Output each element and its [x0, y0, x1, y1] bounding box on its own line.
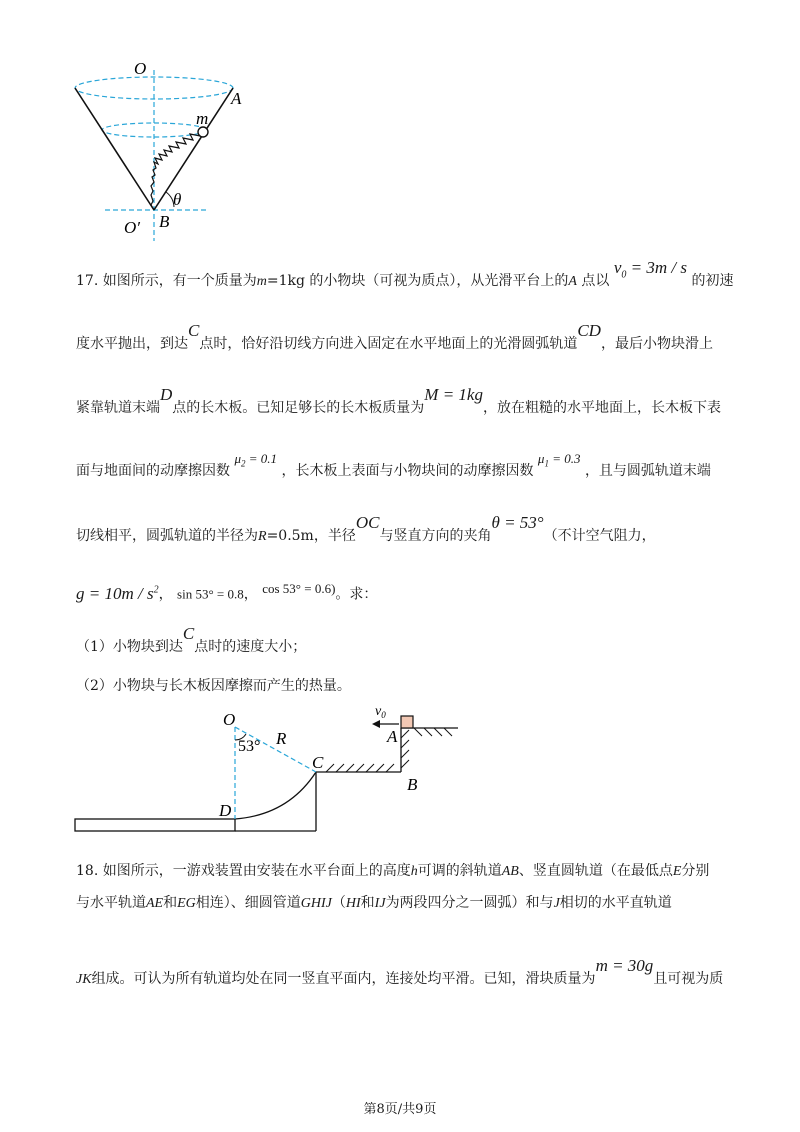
fig2-label-angle: 53°	[238, 738, 261, 755]
q17-line-1: 17. 如图所示，有一个质量为m=1kg 的小物块（可视为质点），从光滑平台上的A 点以 $v_0 = 3m / s$ 的初速	[76, 258, 734, 289]
fig2-label-D: D	[219, 801, 232, 820]
q17-line-6: $g = 10m / s^2$， sin 53° = 0.8， cos 53° = 0.6)。求：	[76, 580, 378, 603]
fig1-label-m: m	[196, 109, 209, 128]
figure-cone-spring	[60, 55, 242, 245]
q17-line-4: 面与地面间的动摩擦因数 $\mu_2 = 0.1$ ，长木板上表面与小物块间的动摩擦因数 $\mu_1 = 0.3$ ，且与圆弧轨道末端	[76, 451, 711, 479]
q17-line-5: 切线相平，圆弧轨道的半径为R=0.5m，半径OC与竖直方向的夹角θ = 53°（不计空气阻力，	[76, 513, 656, 544]
fig1-label-O: O	[134, 59, 147, 78]
v0-formula: $v_0 = 3m / s$	[613, 258, 687, 281]
mu1-formula: $\mu_1 = 0.3$	[537, 451, 581, 469]
fig2-label-v0: $v_0$	[375, 704, 386, 720]
fig1-label-A: A	[231, 89, 242, 108]
fig1-label-Oprime: O′	[124, 218, 140, 237]
fig2-label-C: C	[312, 753, 324, 772]
mu2-formula: $\mu_2 = 0.1$	[234, 451, 278, 469]
q17-part-1: （1）小物块到达C点时的速度大小；	[76, 624, 307, 655]
fig2-label-R: R	[276, 729, 287, 748]
q18-line-3: JK组成。可认为所有轨道均处在同一竖直平面内，连接处均平滑。已知，滑块质量为m = 30g且可视为质	[76, 956, 724, 987]
q17-line-2: 度水平抛出，到达C点时，恰好沿切线方向进入固定在水平地面上的光滑圆弧轨道CD，最后小物块滑上	[76, 321, 713, 352]
q18-line-2: 与水平轨道AE和EG相连）、细圆管道GHIJ（HI和IJ为两段四分之一圆弧）和与J相切的水平直轨道	[76, 895, 672, 911]
fig2-label-A: A	[387, 727, 398, 746]
g-formula: $g = 10m / s^2$	[76, 583, 159, 603]
fig1-label-theta: θ	[173, 190, 182, 209]
figure-arc-track	[60, 700, 480, 840]
fig2-label-B: B	[407, 775, 418, 794]
q17-line-3: 紧靠轨道末端D点的长木板。已知足够长的长木板质量为M = 1kg，放在粗糙的水平地面上，长木板下表	[76, 385, 721, 416]
fig2-label-O: O	[223, 710, 236, 729]
fig1-label-B: B	[159, 212, 170, 231]
page-footer: 第8页/共9页	[363, 1102, 437, 1117]
q17-part-2: （2）小物块与长木板因摩擦而产生的热量。	[76, 678, 351, 694]
q18-line-1: 18. 如图所示，一游戏装置由安装在水平台面上的高度h可调的斜轨道AB、竖直圆轨道（在最低点E分别	[76, 863, 710, 879]
